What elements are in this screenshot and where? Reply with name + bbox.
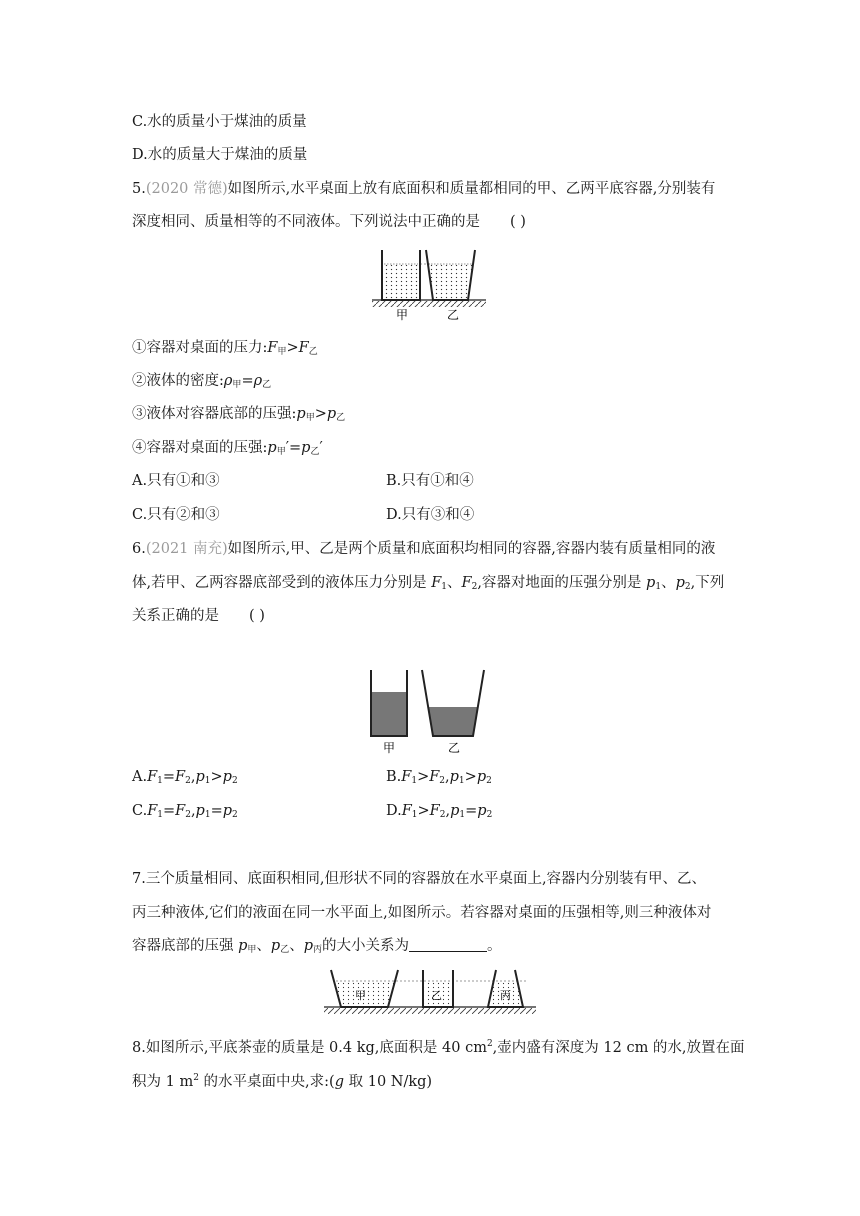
- q7-figure: [322, 966, 538, 1018]
- q6-number: 6.: [132, 541, 146, 557]
- q5-statement-3: ③液体对容器底部的压强$:p_甲>p_乙$: [132, 406, 346, 423]
- container-jia: [382, 250, 420, 300]
- q5-statement-4: ④容器对桌面的压强$:p_甲'=p_乙'$: [132, 440, 323, 457]
- container-yi: [423, 970, 453, 1007]
- q5-stem-line1: 5.(2020 常德)如图所示,水平桌面上放有底面积和质量都相同的甲、乙两平底容器,分别装有: [132, 181, 716, 197]
- q8-stem-line2: 积为 1 $m^2$ 的水平桌面中央,求:(g 取 10 N/kg): [132, 1073, 433, 1090]
- q5-source: (2020 常德): [145, 181, 228, 197]
- q6-stem-line3: 关系正确的是 ( ): [132, 608, 265, 624]
- q5-number: 5.: [132, 181, 146, 197]
- q5-option-a[interactable]: A.只有①和③: [132, 473, 220, 489]
- q5-option-b[interactable]: B.只有①和④: [386, 473, 474, 489]
- label-yi: 乙: [448, 741, 461, 755]
- q6-figure: [364, 664, 504, 756]
- label-jia: 甲: [396, 308, 409, 322]
- container-yi: [422, 670, 484, 736]
- label-bing: 丙: [500, 989, 511, 1002]
- q7-stem-line1: 7.三个质量相同、底面积相同,但形状不同的容器放在水平桌面上,容器内分别装有甲、乙、: [132, 871, 707, 887]
- q7-stem-line3: 容器底部的压强 $p_甲$、$p_乙$、$p_丙$的大小关系为 。: [132, 938, 502, 955]
- q6-stem-line2: 体,若甲、乙两容器底部受到的液体压力分别是 $F_1$、$F_2$,容器对地面的压强分别是 $p_1$、$p_2$,下列: [132, 575, 725, 592]
- q4-option-c[interactable]: C.水的质量小于煤油的质量: [132, 114, 307, 130]
- q4-option-d[interactable]: D.水的质量大于煤油的质量: [132, 147, 308, 163]
- q6-option-d[interactable]: $D.F_1>F_2,p_1=p_2$: [386, 803, 493, 820]
- q5-option-c[interactable]: C.只有②和③: [132, 507, 220, 523]
- container-jia: [331, 970, 398, 1007]
- q5-option-d[interactable]: D.只有③和④: [386, 507, 475, 523]
- container-jia: [371, 670, 407, 736]
- container-yi: [426, 250, 475, 300]
- q5-answer-paren: ( ): [510, 214, 526, 230]
- container-bing: [488, 970, 523, 1007]
- label-yi: 乙: [447, 308, 460, 322]
- q5-statement-1: ①容器对桌面的压力$:F_甲>F_乙$: [132, 340, 318, 357]
- q6-stem-line1: 6.(2021 南充)如图所示,甲、乙是两个质量和底面积均相同的容器,容器内装有质量相同的液: [132, 541, 716, 557]
- q7-answer-blank[interactable]: [409, 937, 487, 952]
- q8-stem-line1: 8.如图所示,平底茶壶的质量是 0.4 kg,底面积是 40 $cm^2$,壶内盛有深度为 12 cm 的水,放置在面: [132, 1039, 745, 1056]
- q6-option-a[interactable]: $A.F_1=F_2,p_1>p_2$: [132, 769, 238, 786]
- q6-option-b[interactable]: $B.F_1>F_2,p_1>p_2$: [386, 769, 492, 786]
- label-jia: 甲: [355, 989, 366, 1002]
- q5-stem-line2: 深度相同、质量相等的不同液体。下列说法中正确的是 ( ): [132, 214, 526, 230]
- label-jia: 甲: [383, 741, 396, 755]
- q7-stem-line2: 丙三种液体,它们的液面在同一水平面上,如图所示。若容器对桌面的压强相等,则三种液体对: [132, 905, 712, 921]
- q5-statement-2: ②液体的密度$:\rho_甲=\rho_乙$: [132, 373, 272, 390]
- label-yi: 乙: [431, 989, 442, 1002]
- q6-source: (2021 南充): [145, 541, 228, 557]
- q6-option-c[interactable]: $C.F_1=F_2,p_1=p_2$: [132, 803, 238, 820]
- q6-answer-paren: ( ): [249, 608, 265, 624]
- q5-figure: [370, 244, 490, 324]
